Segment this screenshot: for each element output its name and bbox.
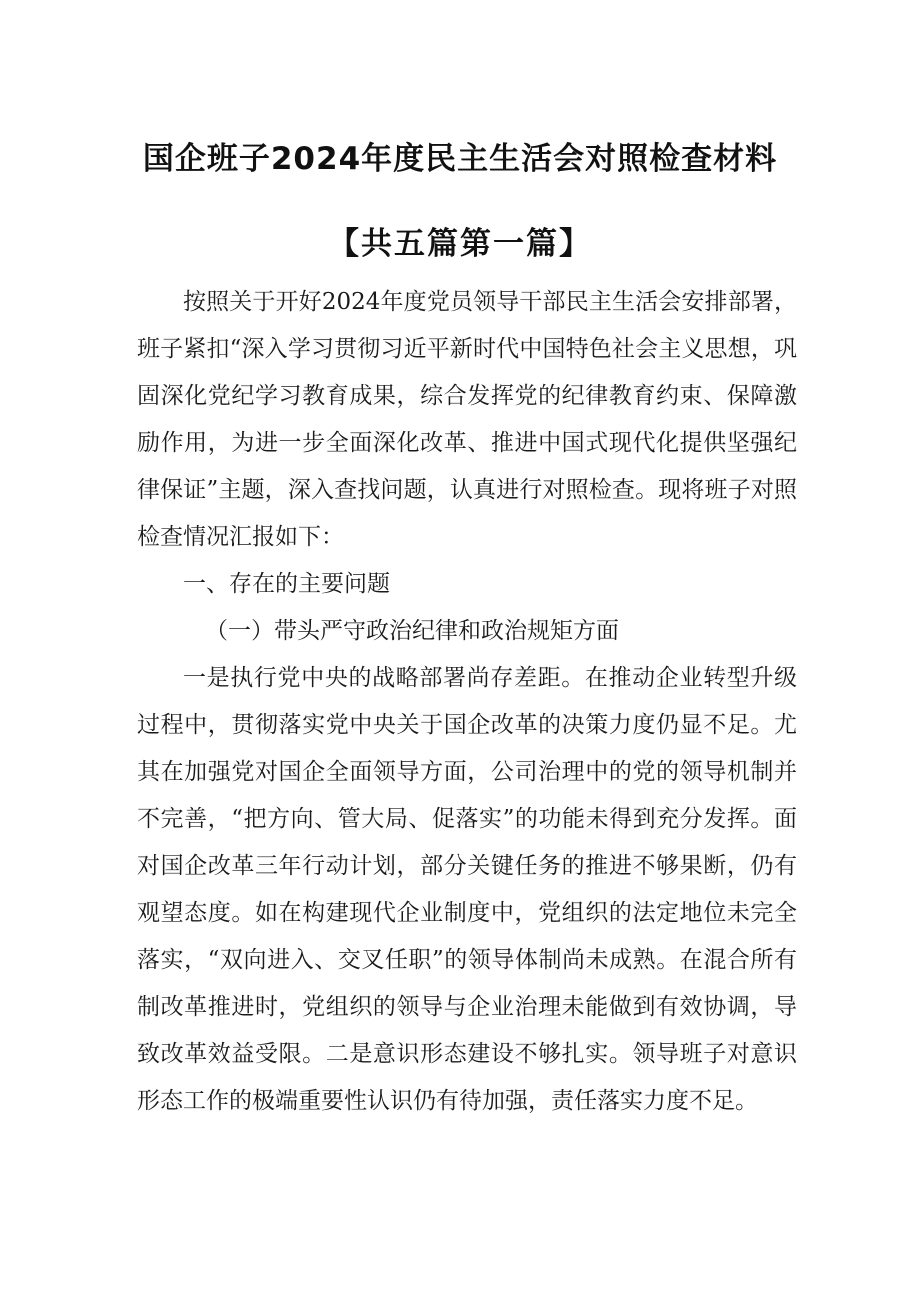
document-title: 国企班子2024年度民主生活会对照检查材料: [142, 141, 778, 177]
body-paragraph-block: [137, 655, 797, 1125]
section-heading: 一、存在的主要问题: [183, 571, 390, 597]
intro-paragraph: 按照关于开好2024年度党员领导干部民主生活会安排部署，班子紧扣“深入学习贯彻习近平新时代中国特色社会主义思想，巩固深化党纪学习教育成果，综合发挥党的纪律教育约束、保障激励作用，为进一步全面深化改革、推进中国式现代化提供坚强纪律保证”主题，深入查找问题，认真进行对照检查。现将班子对照检查情况汇报如下：: [137, 289, 797, 550]
subsection-heading: （一）带头严守政治纪律和政治规矩方面: [205, 618, 619, 644]
section-heading-block: [137, 561, 797, 608]
subsection-heading-block: [137, 608, 797, 655]
intro-paragraph-block: [137, 279, 797, 561]
document-subtitle: 【共五篇第一篇】: [328, 226, 592, 262]
body-paragraph: 一是执行党中央的战略部署尚存差距。在推动企业转型升级过程中，贯彻落实党中央关于国企改革的决策力度仍显不足。尤其在加强党对国企全面领导方面，公司治理中的党的领导机制并不完善，“把方向、管大局、促落实”的功能未得到充分发挥。面对国企改革三年行动计划，部分关键任务的推进不够果断，仍有观望态度。如在构建现代企业制度中，党组织的法定地位未完全落实，“双向进入、交叉任职”的领导体制尚未成熟。在混合所有制改革推进时，党组织的领导与企业治理未能做到有效协调，导致改革效益受限。二是意识形态建设不够扎实。领导班子对意识形态工作的极端重要性认识仍有待加强，责任落实力度不足。: [137, 665, 797, 1114]
